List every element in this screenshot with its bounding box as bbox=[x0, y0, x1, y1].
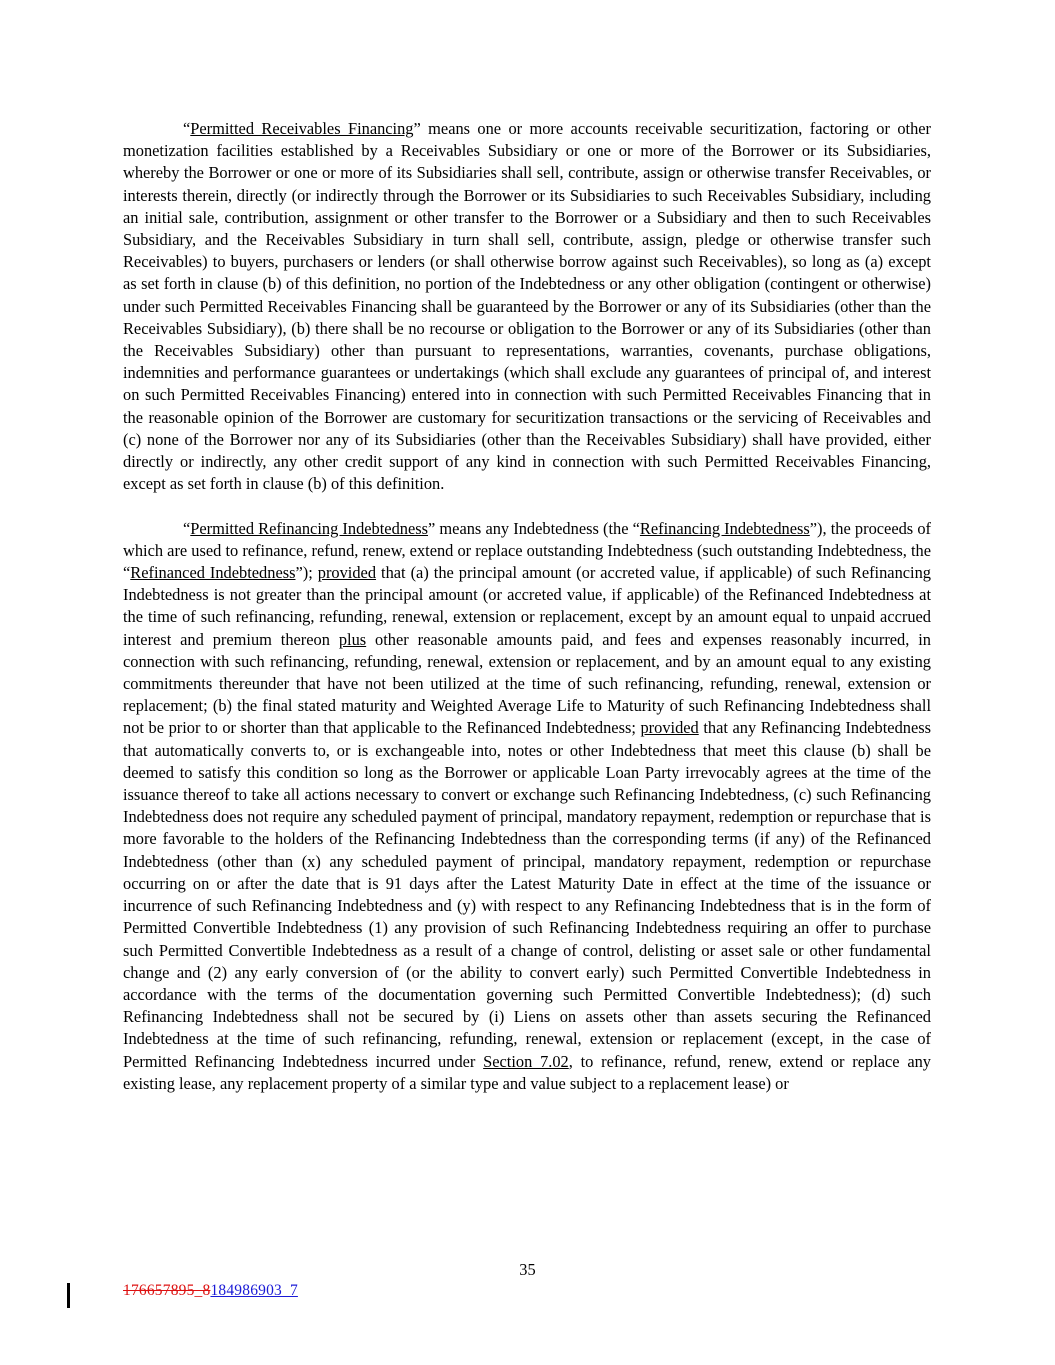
page-number: 35 bbox=[519, 1260, 536, 1279]
text-run: other reasonable amounts paid, and fees and expenses reasonably incurred, in connection with such refinancing, refunding, renewal, extension or replacement, and by an amount equal to any existing commitments thereunder that have not been utilized at the time of such refinancing, refunding, renewal, extension or replacement; (b) the final stated maturity and Weighted Average Life to Maturity of such Refinancing Indebtedness shall not be prior to or shorter than that applicable to the Refinanced Indebtedness; bbox=[123, 629, 931, 738]
underlined-term: Permitted Receivables Financing bbox=[190, 119, 414, 138]
underlined-term: plus bbox=[338, 629, 367, 649]
underlined-term: Section 7.02 bbox=[483, 1051, 569, 1071]
text-run: ”); bbox=[295, 563, 318, 583]
underlined-term: provided bbox=[317, 563, 377, 583]
underlined-term: provided bbox=[640, 718, 699, 738]
paragraph-permitted-receivables-financing bbox=[123, 118, 931, 495]
document-id-footer bbox=[123, 1282, 298, 1300]
text-run: “ bbox=[183, 119, 191, 138]
revision-change-bar bbox=[67, 1283, 70, 1308]
underlined-term: Refinancing Indebtedness bbox=[639, 518, 810, 538]
paragraph-permitted-refinancing-indebtedness bbox=[123, 518, 931, 1095]
text-run: ” means one or more accounts receivable securitization, factoring or other monetization facilities established by a Receivables Subsidiary or one or more of the Borrower or its Subsidiaries, whereby the Borrower or one or more of its Subsidiaries shall sell, contribute, assign or otherwise transfer Receivables, or interests therein, directly (or indirectly through the Borrower or its Subsidiaries to such Receivables Subsidiary, including an initial sale, contribution, assignment or other transfer to the Borrower or a Subsidiary and then to such Receivables Subsidiary, and the Receivables Subsidiary in turn shall sell, contribute, assign, pledge or otherwise transfer such Receivables) to buyers, purchasers or lenders (or shall otherwise borrow against such Receivables), so long as (a) except as set forth in clause (b) of this definition, no portion of the Indebtedness or any other obligation (contingent or otherwise) under such Permitted Receivables Financing shall be guaranteed by the Borrower or any of its Subsidiaries (other than the Receivables Subsidiary), (b) there shall be no recourse or obligation to the Borrower or any of its Subsidiaries (other than the Receivables Subsidiary) other than pursuant to representations, warranties, covenants, purchase obligations, indemnities and performance guarantees or undertakings (which shall exclude any guarantees of principal of, and interest on such Permitted Receivables Financing) entered into in connection with such Permitted Receivables Financing that in the reasonable opinion of the Borrower are customary for securitization transactions or the servicing of Receivables and (c) none of the Borrower nor any of its Subsidiaries (other than the Receivables Subsidiary) shall have provided, either directly or indirectly, any other credit support of any kind in connection with such Permitted Receivables Financing, except as set forth in clause (b) of this definition. bbox=[123, 119, 931, 494]
underlined-term: Permitted Refinancing Indebtedness bbox=[190, 518, 428, 538]
text-run: , to refinance, refund, renew, extend or replace any existing lease, any replacement property of a similar type and value subject to a replacement lease) or bbox=[123, 1051, 931, 1093]
inserted-doc-id: 184986903_7 bbox=[210, 1282, 298, 1299]
text-run: ” means any Indebtedness (the “ bbox=[428, 518, 640, 538]
text-run: “ bbox=[183, 518, 191, 538]
underlined-term: Refinanced Indebtedness bbox=[130, 563, 296, 583]
text-run: that any Refinancing Indebtedness that automatically converts to, or is exchangeable into, notes or other Indebtedness that meet this clause (b) shall be deemed to satisfy this condition so long as the Borrower or applicable Loan Party irrevocably agrees at the time of the issuance thereof to take all actions necessary to convert or exchange such Refinancing Indebtedness, (c) such Refinancing Indebtedness does not require any scheduled payment of principal, mandatory repayment, redemption or repurchase that is more favorable to the holders of the Refinancing Indebtedness than the corresponding terms (if any) of the Refinanced Indebtedness (other than (x) any scheduled payment of principal, mandatory repayment, redemption or repurchase occurring on or after the date that is 91 days after the Latest Maturity Date in effect at the time of the issuance or incurrence of such Refinancing Indebtedness and (y) with respect to any Refinancing Indebtedness that is in the form of Permitted Convertible Indebtedness (1) any provision of such Refinancing Indebtedness requiring an offer to purchase such Permitted Convertible Indebtedness as a result of a change of control, delisting or asset sale or other fundamental change and (2) any early conversion of (or the ability to convert early) such Permitted Convertible Indebtedness in accordance with the terms of the documentation governing such Permitted Convertible Indebtedness); (d) such Refinancing Indebtedness shall not be secured by (i) Liens on assets other than assets securing the Refinanced Indebtedness at the time of such refinancing, refunding, renewal, extension or replacement (except, in the case of Permitted Refinancing Indebtedness incurred under bbox=[123, 718, 931, 1071]
text-run: ”), the proceeds of which are used to refinance, refund, renew, extend or replace outstanding Indebtedness (such outstanding Indebtedness, the “ bbox=[123, 518, 931, 583]
deleted-doc-id: 176657895_8 bbox=[123, 1282, 211, 1299]
text-run: that (a) the principal amount (or accreted value, if applicable) of such Refinancing Indebtedness is not greater than the principal amount (or accreted value, if applicable) of the Refinanced Indebtedness at the time of such refinancing, refunding, renewal, extension or replacement, except by an amount equal to unpaid accrued interest and premium thereon bbox=[123, 563, 931, 649]
body-text bbox=[123, 118, 931, 1095]
